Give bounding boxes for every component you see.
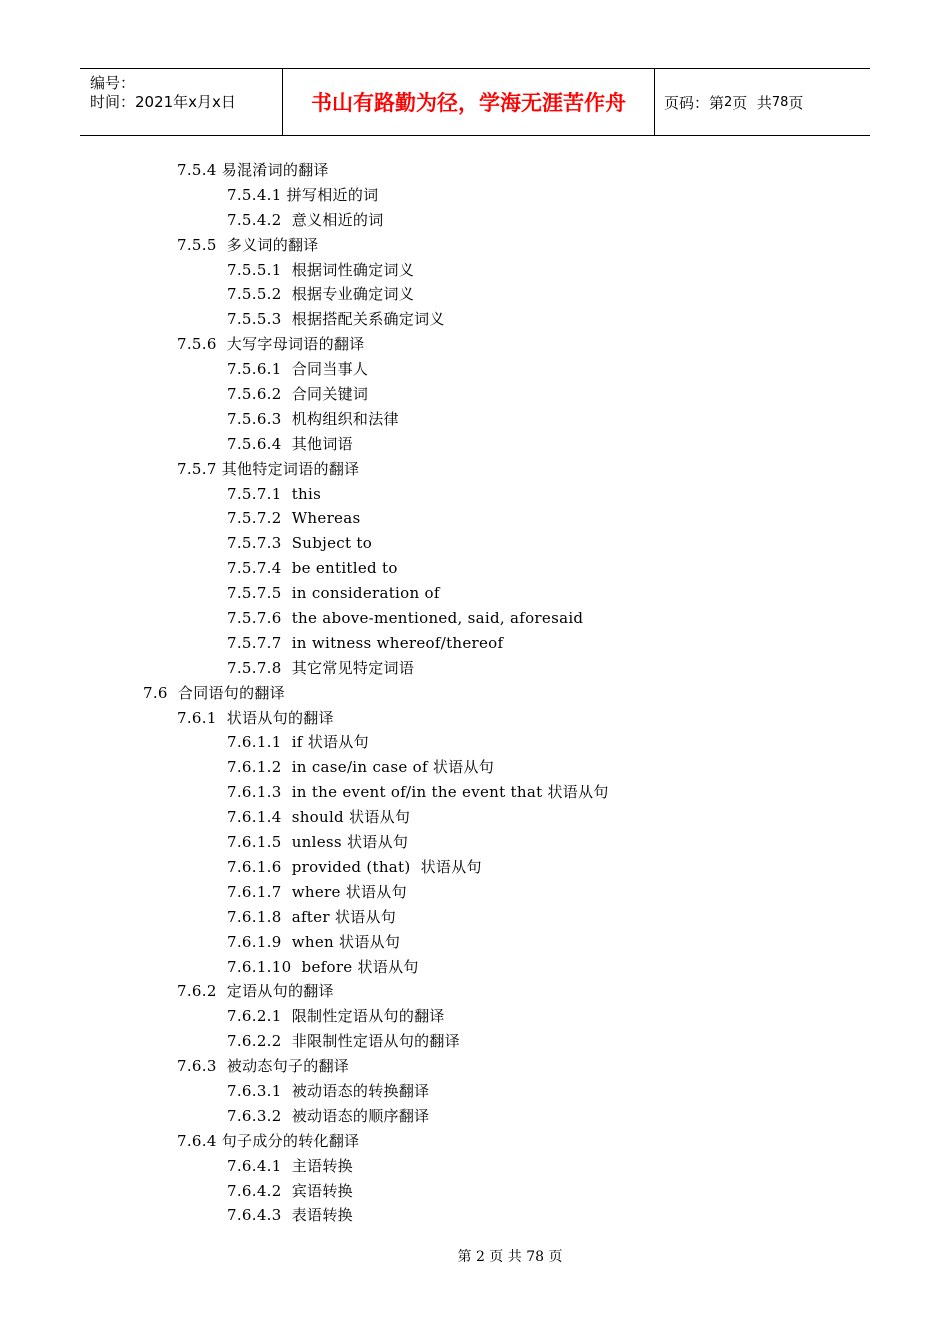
toc-entry: 7.6.4.1 主语转换	[227, 1156, 353, 1175]
toc-entry: 7.6.1.4 should 状语从句	[227, 808, 411, 827]
toc-entry: 7.5.7 其他特定词语的翻译	[177, 459, 360, 478]
toc-entry: 7.5.7.4 be entitled to	[227, 559, 398, 578]
page-mid: 页 共	[732, 93, 772, 112]
page-total: 78	[771, 94, 789, 110]
toc-entry: 7.6.3 被动态句子的翻译	[177, 1057, 350, 1076]
toc-entry: 7.6.1.2 in case/in case of 状语从句	[227, 758, 495, 777]
toc-entry: 7.5.6 大写字母词语的翻译	[177, 335, 365, 354]
toc-entry: 7.6.1.7 where 状语从句	[227, 882, 407, 901]
toc-entry: 7.5.6.1 合同当事人	[227, 360, 369, 379]
toc-entry: 7.6.4 句子成分的转化翻译	[177, 1131, 360, 1150]
page-end: 页	[788, 93, 804, 112]
toc-entry: 7.6.3.2 被动语态的顺序翻译	[227, 1106, 430, 1125]
toc-entry: 7.5.5.1 根据词性确定词义	[227, 260, 415, 279]
toc-entry: 7.6.3.1 被动语态的转换翻译	[227, 1081, 430, 1100]
table-of-contents	[0, 158, 950, 1228]
toc-entry: 7.5.5.2 根据专业确定词义	[227, 285, 415, 304]
toc-entry: 7.6.2.1 限制性定语从句的翻译	[227, 1007, 445, 1026]
toc-entry: 7.5.7.8 其它常见特定词语	[227, 658, 415, 677]
toc-entry: 7.5.6.3 机构组织和法律	[227, 409, 399, 428]
toc-entry: 7.5.5.3 根据搭配关系确定词义	[227, 310, 445, 329]
toc-entry: 7.6.2.2 非限制性定语从句的翻译	[227, 1032, 461, 1051]
toc-entry: 7.6.1.5 unless 状语从句	[227, 833, 409, 852]
toc-entry: 7.6.1 状语从句的翻译	[177, 708, 334, 727]
page-current: 2	[724, 94, 733, 110]
toc-entry: 7.5.6.2 合同关键词	[227, 385, 369, 404]
toc-entry: 7.6.4.2 宾语转换	[227, 1181, 353, 1200]
toc-entry: 7.5.6.4 其他词语	[227, 434, 353, 453]
toc-entry: 7.6.4.3 表语转换	[227, 1206, 353, 1225]
toc-entry: 7.6 合同语句的翻译	[143, 683, 285, 702]
toc-entry: 7.5.7.2 Whereas	[227, 509, 361, 528]
toc-entry: 7.5.7.6 the above-mentioned, said, aforesaid	[227, 609, 584, 628]
toc-entry: 7.5.5 多义词的翻译	[177, 235, 319, 254]
date-label: 时间：2021年x月x日	[90, 93, 236, 111]
toc-entry: 7.5.7.7 in witness whereof/thereof	[227, 633, 504, 652]
toc-entry: 7.6.1.9 when 状语从句	[227, 932, 401, 951]
toc-entry: 7.6.2 定语从句的翻译	[177, 982, 334, 1001]
page-label: 页码：第	[664, 93, 725, 112]
header-meta	[80, 69, 282, 135]
toc-entry: 7.5.7.3 Subject to	[227, 534, 373, 553]
toc-entry: 7.5.4 易混淆词的翻译	[177, 161, 329, 179]
toc-entry: 7.5.7.5 in consideration of	[227, 584, 440, 603]
toc-entry: 7.5.7.1 this	[227, 484, 322, 503]
toc-entry: 7.6.1.10 before 状语从句	[227, 957, 419, 976]
number-label: 编号：	[90, 74, 136, 92]
header-page-info	[655, 69, 870, 135]
header-motto: 书山有路勤为径，学海无涯苦作舟	[282, 69, 655, 135]
toc-entry: 7.6.1.3 in the event of/in the event that 状语从句	[227, 783, 609, 802]
toc-entry: 7.6.1.8 after 状语从句	[227, 907, 397, 926]
toc-entry: 7.5.4.2 意义相近的词	[227, 210, 384, 229]
page-header	[80, 68, 870, 136]
toc-entry: 7.6.1.1 if 状语从句	[227, 733, 369, 752]
page-footer: 第 2 页 共 78 页	[457, 1249, 563, 1265]
toc-entry: 7.5.4.1 拼写相近的词	[227, 185, 379, 204]
toc-entry: 7.6.1.6 provided (that) 状语从句	[227, 857, 482, 876]
